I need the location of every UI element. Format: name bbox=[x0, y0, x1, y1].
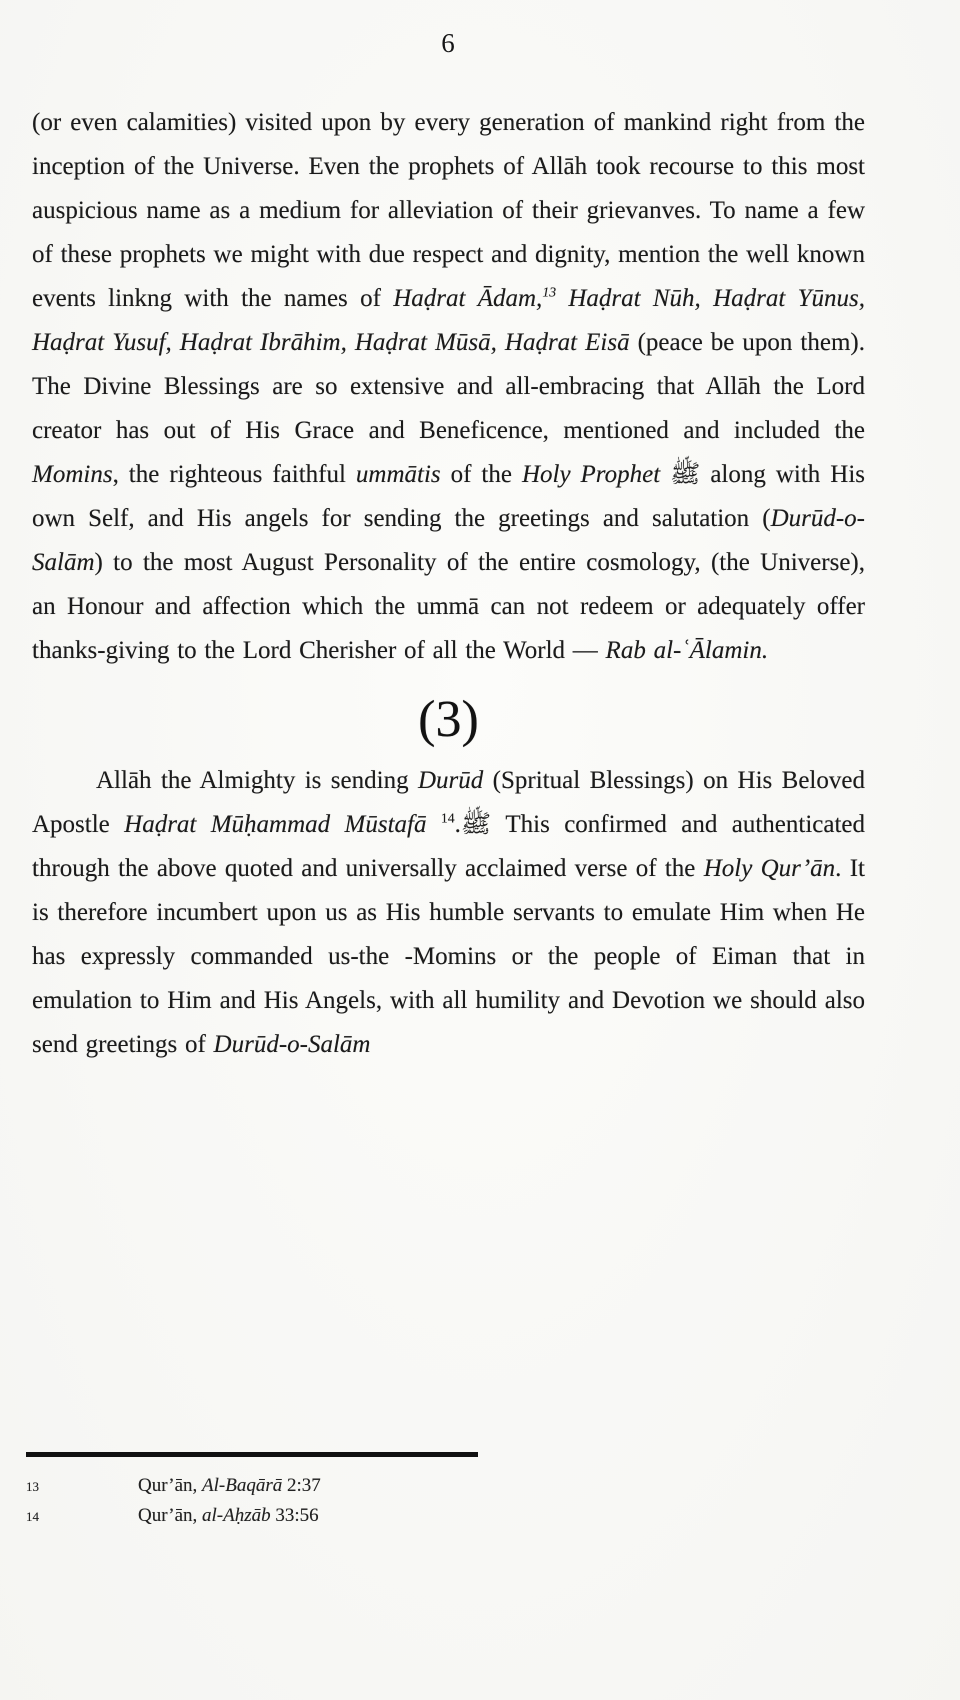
page-number: 6 bbox=[441, 28, 456, 58]
footnote-14 bbox=[26, 1501, 865, 1531]
paragraph-section-3: Allāh the Almighty is sending Durūd (Spritual Blessings) on His Beloved Apostle Haḍrat Mūḥammad Mūstafā ﷺ.$^{14}$ This confirmed and authenticated through the above quoted and universally acclaimed verse of the Holy Qur’ān. It is therefore incumbert upon us as His humble servants to emulate Him when He has expressly commanded us-the -Momins or the people of Eiman that in emulation to Him and His Angels, with all humility and Devotion we should also send greetings of Durūd-o-Salām bbox=[32, 767, 866, 1058]
footnote-14-marker: 14 bbox=[26, 1509, 39, 1524]
paragraph-continuation: (or even calamities) visited upon by every generation of mankind right from the inception of the Universe. Even the prophets of Allāh took recourse to this most auspicious name as a medium for alleviation of their grievanves. To name a few of these prophets we might with due respect and dignity, mention the well known events linkng with the names of Haḍrat Ādam,$^{13}$ Haḍrat Nūh, Haḍrat Yūnus, Haḍrat Yusuf, Haḍrat Ibrāhim, Haḍrat Mūsā, Haḍrat Eisā (peace be upon them). The Divine Blessings are so extensive and all-embracing that Allāh the Lord creator has out of His Grace and Beneficence, mentioned and included the Momins, the righteous faithful ummātis of the Holy Prophet ﷺ along with His own Self, and His angels for sending the greetings and salutation (Durūd-o-Salām) to the most August Personality of the entire cosmology, (the Universe), an Honour and affection which the ummā can not redeem or adequately offer thanks-giving to the Lord Cherisher of all the World — Rab al-ʿĀlamin. bbox=[32, 109, 866, 664]
footnote-divider bbox=[26, 1452, 478, 1457]
footnote-13-marker: 13 bbox=[26, 1479, 39, 1494]
footnote-14-text: Qur’ān, al-Aḥzāb 33:56 bbox=[138, 1505, 319, 1526]
footnotes-section bbox=[26, 1452, 865, 1531]
section-heading: (3) bbox=[418, 691, 479, 748]
footnote-13 bbox=[26, 1471, 865, 1501]
footnote-13-text: Qur’ān, Al-Baqārā 2:37 bbox=[138, 1475, 321, 1496]
